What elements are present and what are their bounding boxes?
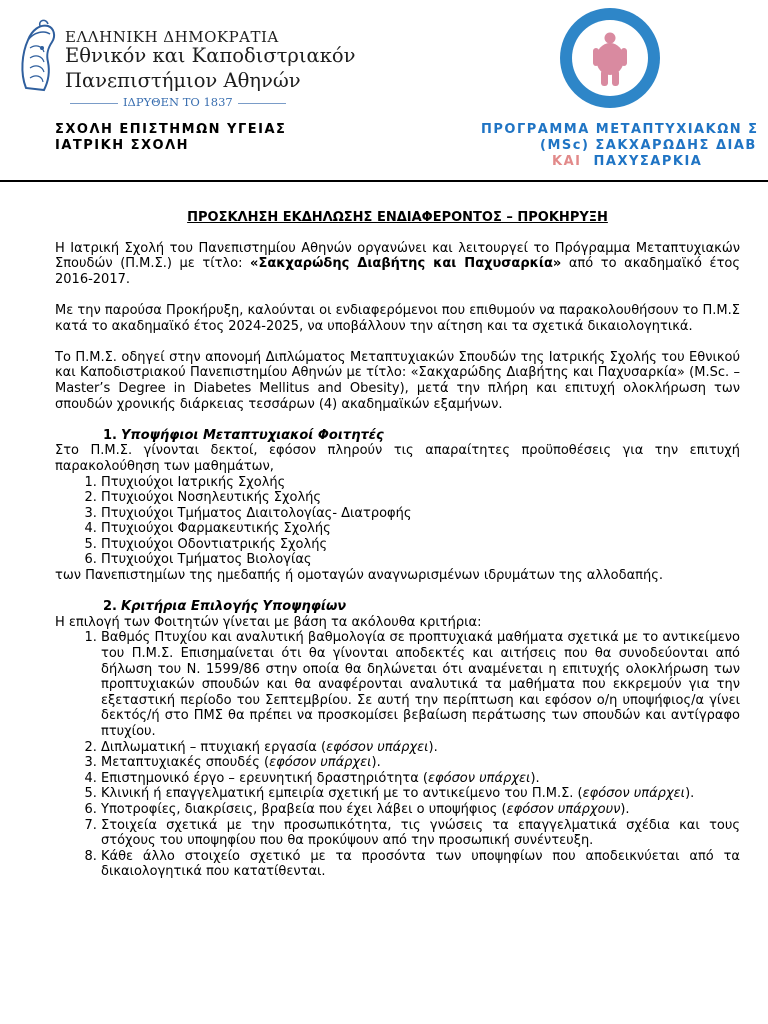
criterion-text: Υποτροφίες, διακρίσεις, βραβεία που έχει λάβει ο υποψήφιος ( bbox=[101, 801, 507, 817]
founded-text: ΙΔΡΥΘΕΝ ΤΟ 1837 bbox=[123, 95, 233, 109]
program-and: ΚΑΙ bbox=[552, 154, 582, 169]
criterion-text: Επιστημονικό έργο – ερευνητική δραστηριότητα ( bbox=[101, 770, 429, 786]
program-line3 bbox=[552, 154, 759, 170]
school-medical: ΙΑΤΡΙΚΗ ΣΧΟΛΗ bbox=[55, 138, 190, 153]
criterion-note: εφόσον υπάρχει bbox=[269, 755, 372, 771]
document-body bbox=[55, 210, 740, 880]
criterion-note: εφόσον υπάρχει bbox=[326, 739, 429, 755]
criterion-text: Διπλωματική – πτυχιακή εργασία ( bbox=[101, 739, 327, 755]
eligible-degrees-list bbox=[55, 475, 740, 569]
criterion-note: εφόσον υπάρχουν bbox=[506, 801, 621, 817]
program-line1: ΠΡΟΓΡΑΜΜΑ ΜΕΤΑΠΤΥΧΙΑΚΩΝ Σ bbox=[481, 122, 759, 137]
criterion-text: Μεταπτυχιακές σπουδές ( bbox=[101, 755, 270, 771]
list-item bbox=[101, 818, 740, 849]
program-logo bbox=[552, 8, 668, 112]
university-name-line1: Εθνικόν και Καποδιστριακόν bbox=[65, 44, 356, 67]
list-item bbox=[101, 740, 740, 756]
paragraph-degree: Το Π.Μ.Σ. οδηγεί στην απονομή Διπλώματος Μεταπτυχιακών Σπουδών της Ιατρικής Σχολής του Εθνικού και Καποδιστριακού Πανεπιστημίου Αθηνών με τίτλο: «Σακχαρώδης Διαβήτης και Παχυσαρκία» (M.Sc. – Master’s Degree in Diabetes Mellitus and Obesity), μετά την πλήρη και επιτυχή ολοκλήρωση των σπουδών χρονικής διάρκειας τεσσάρων (4) ακαδημαϊκών εξαμήνων. bbox=[55, 349, 740, 412]
list-item: 1. Πτυχιούχοι Ιατρικής Σχολής bbox=[101, 475, 740, 491]
program-block bbox=[481, 122, 759, 170]
criterion-tail: ). bbox=[371, 755, 381, 771]
list-item bbox=[101, 771, 740, 787]
section1-heading bbox=[103, 428, 740, 444]
list-item bbox=[101, 755, 740, 771]
section1-outro: των Πανεπιστημίων της ημεδαπής ή ομοταγών αναγνωρισμένων ιδρυμάτων της αλλοδαπής. bbox=[55, 568, 663, 584]
founded-label bbox=[65, 95, 271, 109]
school-health-sciences: ΣΧΟΛΗ ΕΠΙΣΤΗΜΩΝ ΥΓΕΙΑΣ bbox=[55, 122, 287, 137]
school-block bbox=[55, 122, 286, 154]
list-item bbox=[101, 802, 740, 818]
program-obesity: ΠΑΧΥΣΑΡΚΙΑ bbox=[593, 154, 703, 169]
criterion-tail: ). bbox=[620, 801, 630, 817]
paragraph-intro bbox=[55, 241, 740, 288]
document-title: ΠΡΟΣΚΛΗΣΗ ΕΚΔΗΛΩΣΗΣ ΕΝΔΙΑΦΕΡΟΝΤΟΣ – ΠΡΟΚΗΡΥΞΗ bbox=[187, 210, 608, 225]
intro-text: Η Ιατρική Σχολή του Πανεπιστημίου Αθηνών οργανώνει και λειτουργεί το Πρόγραμμα Μεταπτυχιακών Σπουδών (Π.Μ.Σ.) με τίτλο: bbox=[55, 240, 740, 272]
criterion-text: Κλινική ή επαγγελματική εμπειρία σχετική με το αντικείμενο του Π.Μ.Σ. ( bbox=[101, 786, 583, 802]
list-item: 6. Πτυχιούχοι Τμήματος Βιολογίας bbox=[101, 552, 740, 568]
criterion-note: εφόσον υπάρχει bbox=[428, 770, 531, 786]
criterion-tail: ). bbox=[685, 786, 695, 802]
header-divider bbox=[0, 180, 768, 182]
criterion-tail: ). bbox=[428, 739, 438, 755]
university-name-line2: Πανεπιστήμιον Αθηνών bbox=[65, 69, 301, 92]
list-item bbox=[101, 849, 740, 880]
criterion-text: Στοιχεία σχετικά με την προσωπικότητα, τις γνώσεις τα επαγγελματικά σχέδια και τους στόχους του υποψηφίου που θα προκύψουν από την προσωπική συνέντευξη. bbox=[101, 817, 740, 849]
section2-heading bbox=[103, 599, 740, 615]
list-item: 4. Πτυχιούχοι Φαρμακευτικής Σχολής bbox=[101, 521, 740, 537]
obesity-figure-icon bbox=[552, 8, 668, 108]
section1-number: 1. bbox=[103, 427, 117, 443]
republic-label: ΕΛΛΗΝΙΚΗ ΔΗΜΟΚΡΑΤΙΑ bbox=[65, 28, 279, 46]
section1-title: Υποψήφιοι Μεταπτυχιακοί Φοιτητές bbox=[121, 427, 384, 443]
list-item: 5. Πτυχιούχοι Οδοντιατρικής Σχολής bbox=[101, 537, 740, 553]
criterion-note: εφόσον υπάρχει bbox=[582, 786, 686, 802]
section2-title: Κριτήρια Επιλογής Υποψηφίων bbox=[121, 599, 347, 615]
criterion-text: Κάθε άλλο στοιχείο σχετικό με τα προσόντα των υποψηφίων που αποδεικνύεται από τα δικαιολογητικά που κατατίθενται. bbox=[101, 848, 740, 880]
criterion-text: Βαθμός Πτυχίου και αναλυτική βαθμολογία σε προπτυχιακά μαθήματα σχετικά με το αντικείμενο του Π.Μ.Σ. Επισημαίνεται ότι θα γίνονται αποδεκτές και αιτήσεις που θα συνοδεύονται από δήλωση του Ν. 1599/86 στην οποία θα δηλώνεται ότι αναμένεται η επιτυχής ολοκλήρωση των προπτυχιακών σπουδών και θα αναφέρονται αναλυτικά τα μαθήματα που εκκρεμούν για την εξεταστική περίοδο του Σεπτεμβρίου. Σε αυτή την περίπτωση και εφόσον ο/η υποψήφιος/α γίνει δεκτός/ή στο ΠΜΣ θα πρέπει να προσκομίσει βεβαίωση περάτωσης των σπουδών και αντίγραφο πτυχίου. bbox=[101, 630, 740, 739]
university-logo bbox=[18, 14, 356, 114]
intro-year: από το ακαδημαϊκό έτος 2016-2017. bbox=[55, 256, 740, 287]
paragraph-invitation: Με την παρούσα Προκήρυξη, καλούνται οι ενδιαφερόμενοι που επιθυμούν να παρακολουθήσουν το Π.Μ.Σ κατά το ακαδημαϊκό έτος 2024-2025, να υποβάλλουν την αίτηση και τα σχετικά δικαιολογητικά. bbox=[55, 302, 740, 334]
section2-intro: Η επιλογή των Φοιτητών γίνεται με βάση τα ακόλουθα κριτήρια: bbox=[55, 614, 482, 630]
list-item: 2. Πτυχιούχοι Νοσηλευτικής Σχολής bbox=[101, 490, 740, 506]
program-title: «Σακχαρώδης Διαβήτης και Παχυσαρκία» bbox=[250, 256, 562, 272]
list-item: 3. Πτυχιούχοι Τμήματος Διαιτολογίας- Διατροφής bbox=[101, 506, 740, 522]
section2-number: 2. bbox=[103, 599, 117, 615]
list-item bbox=[101, 786, 740, 802]
athena-helmet-icon bbox=[18, 18, 58, 98]
section1-intro: Στο Π.Μ.Σ. γίνονται δεκτοί, εφόσον πληρούν τις απαραίτητες προϋποθέσεις για την επιτυχή παρακολούθηση των μαθημάτων, bbox=[55, 443, 740, 474]
selection-criteria-list bbox=[55, 630, 740, 880]
program-line2: (MSc) ΣΑΚΧΑΡΩΔΗΣ ΔΙΑΒ bbox=[540, 138, 757, 153]
list-item bbox=[101, 630, 740, 739]
criterion-tail: ). bbox=[530, 770, 540, 786]
